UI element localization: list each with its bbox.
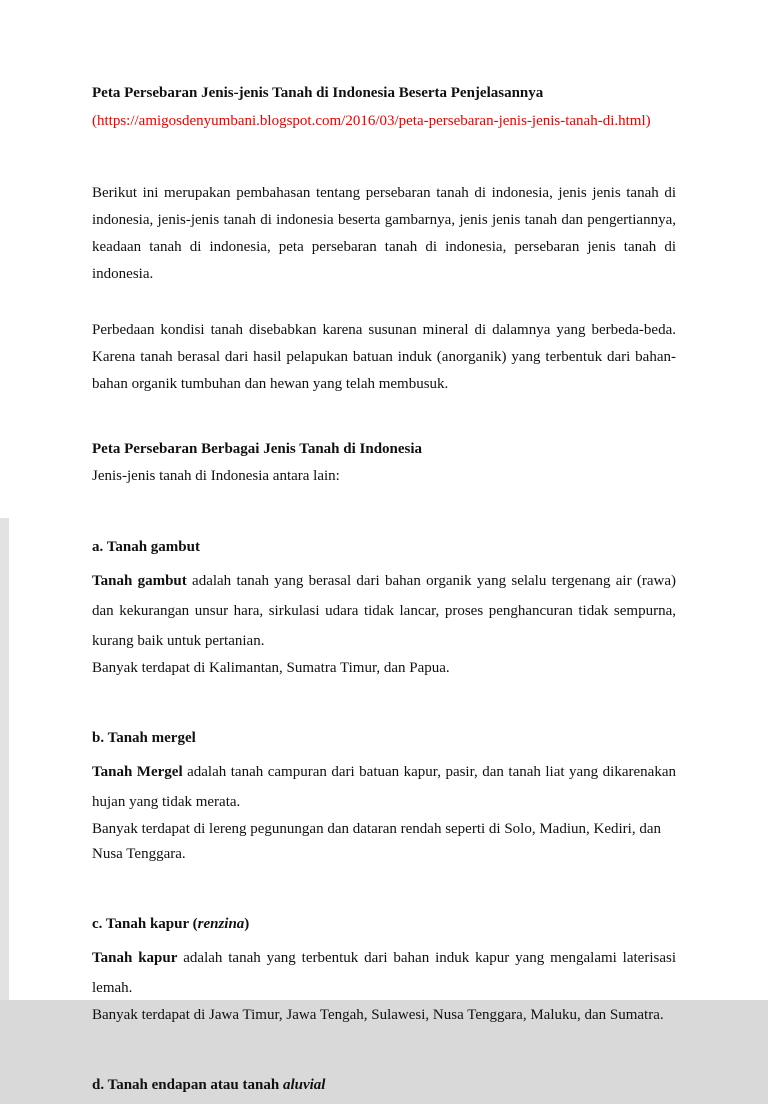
soil-location: Banyak terdapat di Kalimantan, Sumatra Timur, dan Papua.: [92, 660, 450, 676]
soil-definition: [92, 943, 676, 1003]
soil-heading: [92, 725, 676, 752]
page-left-edge-shadow: [0, 518, 9, 1000]
soil-term: Tanah gambut: [92, 573, 187, 589]
soil-definition-text: adalah tanah campuran dari batuan kapur, pasir, dan tanah liat yang dikarenakan hujan yang tidak merata.: [92, 764, 676, 810]
section-intro: Jenis-jenis tanah di Indonesia antara lain:: [92, 468, 340, 484]
source-url-link[interactable]: (https://amigosdenyumbani.blogspot.com/2016/03/peta-persebaran-jenis-jenis-tanah-di.html): [92, 113, 651, 129]
intro-paragraph-2: Perbedaan kondisi tanah disebabkan karena susunan mineral di dalamnya yang berbeda-beda. Karena tanah berasal dari hasil pelapukan batuan induk (anorganik) yang terbentuk dari bahan-bahan organik tumbuhan dan hewan yang telah membusuk.: [92, 322, 676, 392]
soil-definition-text: adalah tanah yang terbentuk dari bahan induk kapur yang mengalami laterisasi lemah.: [92, 950, 676, 996]
soil-entry-gambut: [92, 534, 676, 681]
soil-term: Tanah kapur: [92, 950, 178, 966]
soil-definition-text: adalah tanah yang berasal dari bahan organik yang selalu tergenang air (rawa) dan kekurangan unsur hara, sirkulasi udara tidak lancar, proses penghancuran tidak sempurna, kurang baik untuk pertanian.: [92, 573, 676, 649]
soil-entry-mergel: [92, 725, 676, 867]
soil-heading: [92, 1072, 676, 1099]
intro-paragraph-1: Berikut ini merupakan pembahasan tentang persebaran tanah di indonesia, jenis jenis tanah di indonesia, jenis-jenis tanah di indonesia beserta gambarnya, jenis jenis tanah dan pengertiannya, keadaan tanah di indonesia, peta persebaran tanah di indonesia, persebaran jenis tanah di indonesia.: [92, 185, 676, 282]
soil-definition: [92, 566, 676, 656]
soil-entry-kapur: [92, 911, 676, 1028]
soil-term: Tanah Mergel: [92, 764, 183, 780]
soil-location: Banyak terdapat di lereng pegunungan dan dataran rendah seperti di Solo, Madiun, Kediri, dan Nusa Tenggara.: [92, 821, 661, 862]
soil-heading-text: c. Tanah kapur (: [92, 916, 198, 932]
soil-heading-suffix: ): [244, 916, 250, 932]
soil-entry-aluvial: [92, 1072, 676, 1099]
soil-heading-text: a. Tanah gambut: [92, 539, 200, 555]
soil-definition: [92, 757, 676, 817]
document-title: Peta Persebaran Jenis-jenis Tanah di Indonesia Beserta Penjelasannya: [92, 85, 544, 101]
soil-heading-text: b. Tanah mergel: [92, 730, 196, 746]
soil-heading-text: d. Tanah endapan atau tanah: [92, 1077, 283, 1093]
soil-heading: [92, 911, 676, 938]
soil-heading: [92, 534, 676, 561]
soil-heading-italic: renzina: [197, 916, 245, 932]
section-heading: Peta Persebaran Berbagai Jenis Tanah di Indonesia: [92, 441, 423, 457]
soil-location: Banyak terdapat di Jawa Timur, Jawa Tengah, Sulawesi, Nusa Tenggara, Maluku, dan Sumatra.: [92, 1007, 664, 1023]
soil-heading-italic: aluvial: [282, 1077, 326, 1093]
